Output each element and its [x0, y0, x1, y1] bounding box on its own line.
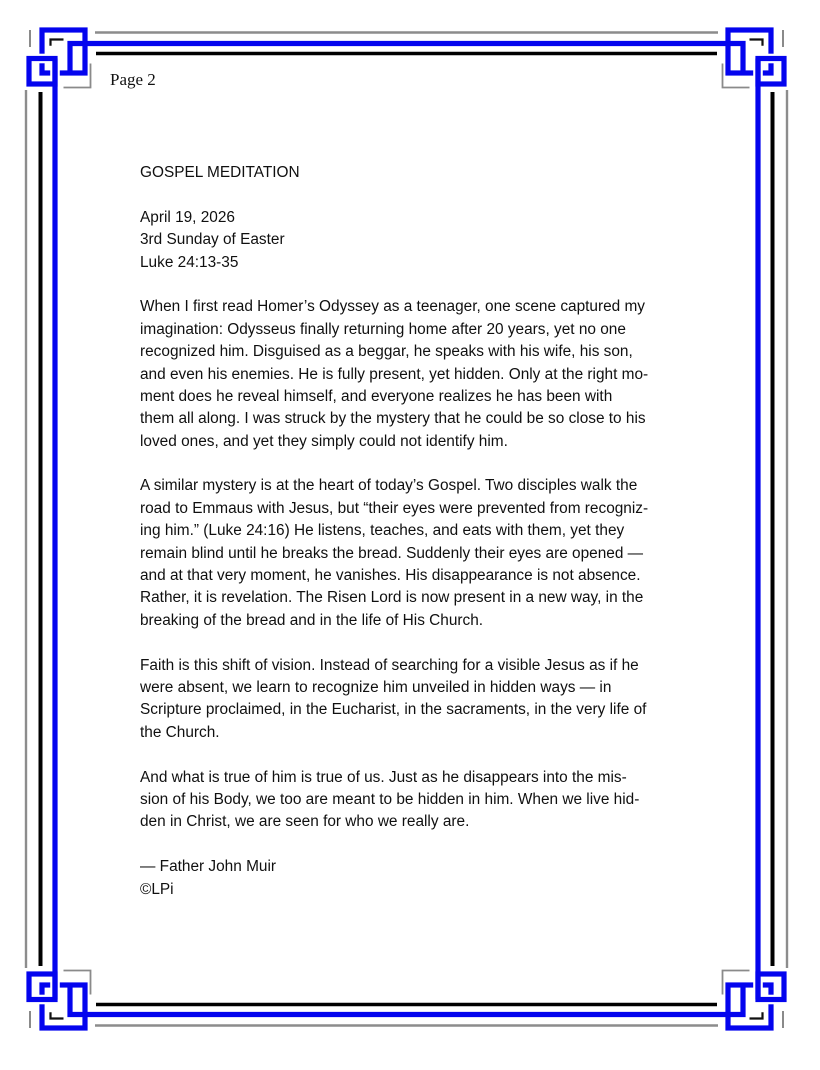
text-line: and even his enemies. He is fully present, yet hidden. Only at the right mo-	[140, 365, 649, 383]
spacer	[140, 744, 720, 766]
text-line: And what is true of him is true of us. Just as he disappears into the mis-	[140, 768, 627, 786]
text-line: breaking of the bread and in the life of His Church.	[140, 611, 484, 629]
text-line: Scripture proclaimed, in the Eucharist, in the sacraments, in the very life of	[140, 701, 647, 719]
text-line: ing him.” (Luke 24:16) He listens, teaches, and eats with them, yet they	[140, 522, 625, 540]
text-line: road to Emmaus with Jesus, but “their eyes were prevented from recogniz-	[140, 499, 649, 517]
text-line: sion of his Body, we too are meant to be hidden in him. When we live hid-	[140, 790, 640, 808]
text-line: loved ones, and yet they simply could not identify him.	[140, 432, 508, 450]
corner-knot-bottom-right	[723, 971, 785, 1029]
article-paragraph-4	[140, 767, 720, 834]
corner-knot-top-right	[723, 30, 785, 88]
text-line: ©LPi	[140, 880, 174, 898]
text-line: imagination: Odysseus finally returning home after 20 years, yet no one	[140, 320, 626, 338]
text-line: were absent, we learn to recognize him unveiled in hidden ways — in	[140, 678, 612, 696]
corner-knot-top-left	[29, 30, 91, 88]
text-line: April 19, 2026	[140, 208, 235, 226]
text-line: the Church.	[140, 723, 220, 741]
spacer	[140, 453, 720, 475]
article-body	[140, 162, 720, 901]
article-heading: GOSPEL MEDITATION	[140, 164, 300, 181]
spacer	[140, 274, 720, 296]
text-line: remain blind until he breaks the bread. Suddenly their eyes are opened —	[140, 544, 644, 562]
spacer	[140, 632, 720, 654]
page-number: Page 2	[110, 70, 156, 89]
spacer	[140, 834, 720, 856]
article-paragraph-1	[140, 296, 720, 453]
text-line: ment does he reveal himself, and everyone realizes he has been with	[140, 387, 613, 405]
text-line: Luke 24:13-35	[140, 253, 239, 271]
text-line: and at that very moment, he vanishes. His disappearance is not absence.	[140, 567, 641, 585]
text-line: 3rd Sunday of Easter	[140, 231, 285, 249]
spacer	[140, 184, 720, 206]
text-line: them all along. I was struck by the mystery that he could be so close to his	[140, 410, 646, 428]
text-line: den in Christ, we are seen for who we really are.	[140, 813, 470, 831]
text-line: Rather, it is revelation. The Risen Lord is now present in a new way, in the	[140, 589, 644, 607]
article-signature	[140, 856, 720, 901]
text-line: — Father John Muir	[140, 858, 276, 876]
article-paragraph-2	[140, 475, 720, 632]
text-line: recognized him. Disguised as a beggar, he speaks with his wife, his son,	[140, 343, 633, 361]
text-line: When I first read Homer’s Odyssey as a teenager, one scene captured my	[140, 298, 646, 316]
text-line: A similar mystery is at the heart of today’s Gospel. Two disciples walk the	[140, 477, 638, 495]
article-meta	[140, 207, 720, 274]
corner-knot-bottom-left	[29, 971, 91, 1029]
text-line: Faith is this shift of vision. Instead of searching for a visible Jesus as if he	[140, 656, 639, 674]
article-paragraph-3	[140, 655, 720, 745]
